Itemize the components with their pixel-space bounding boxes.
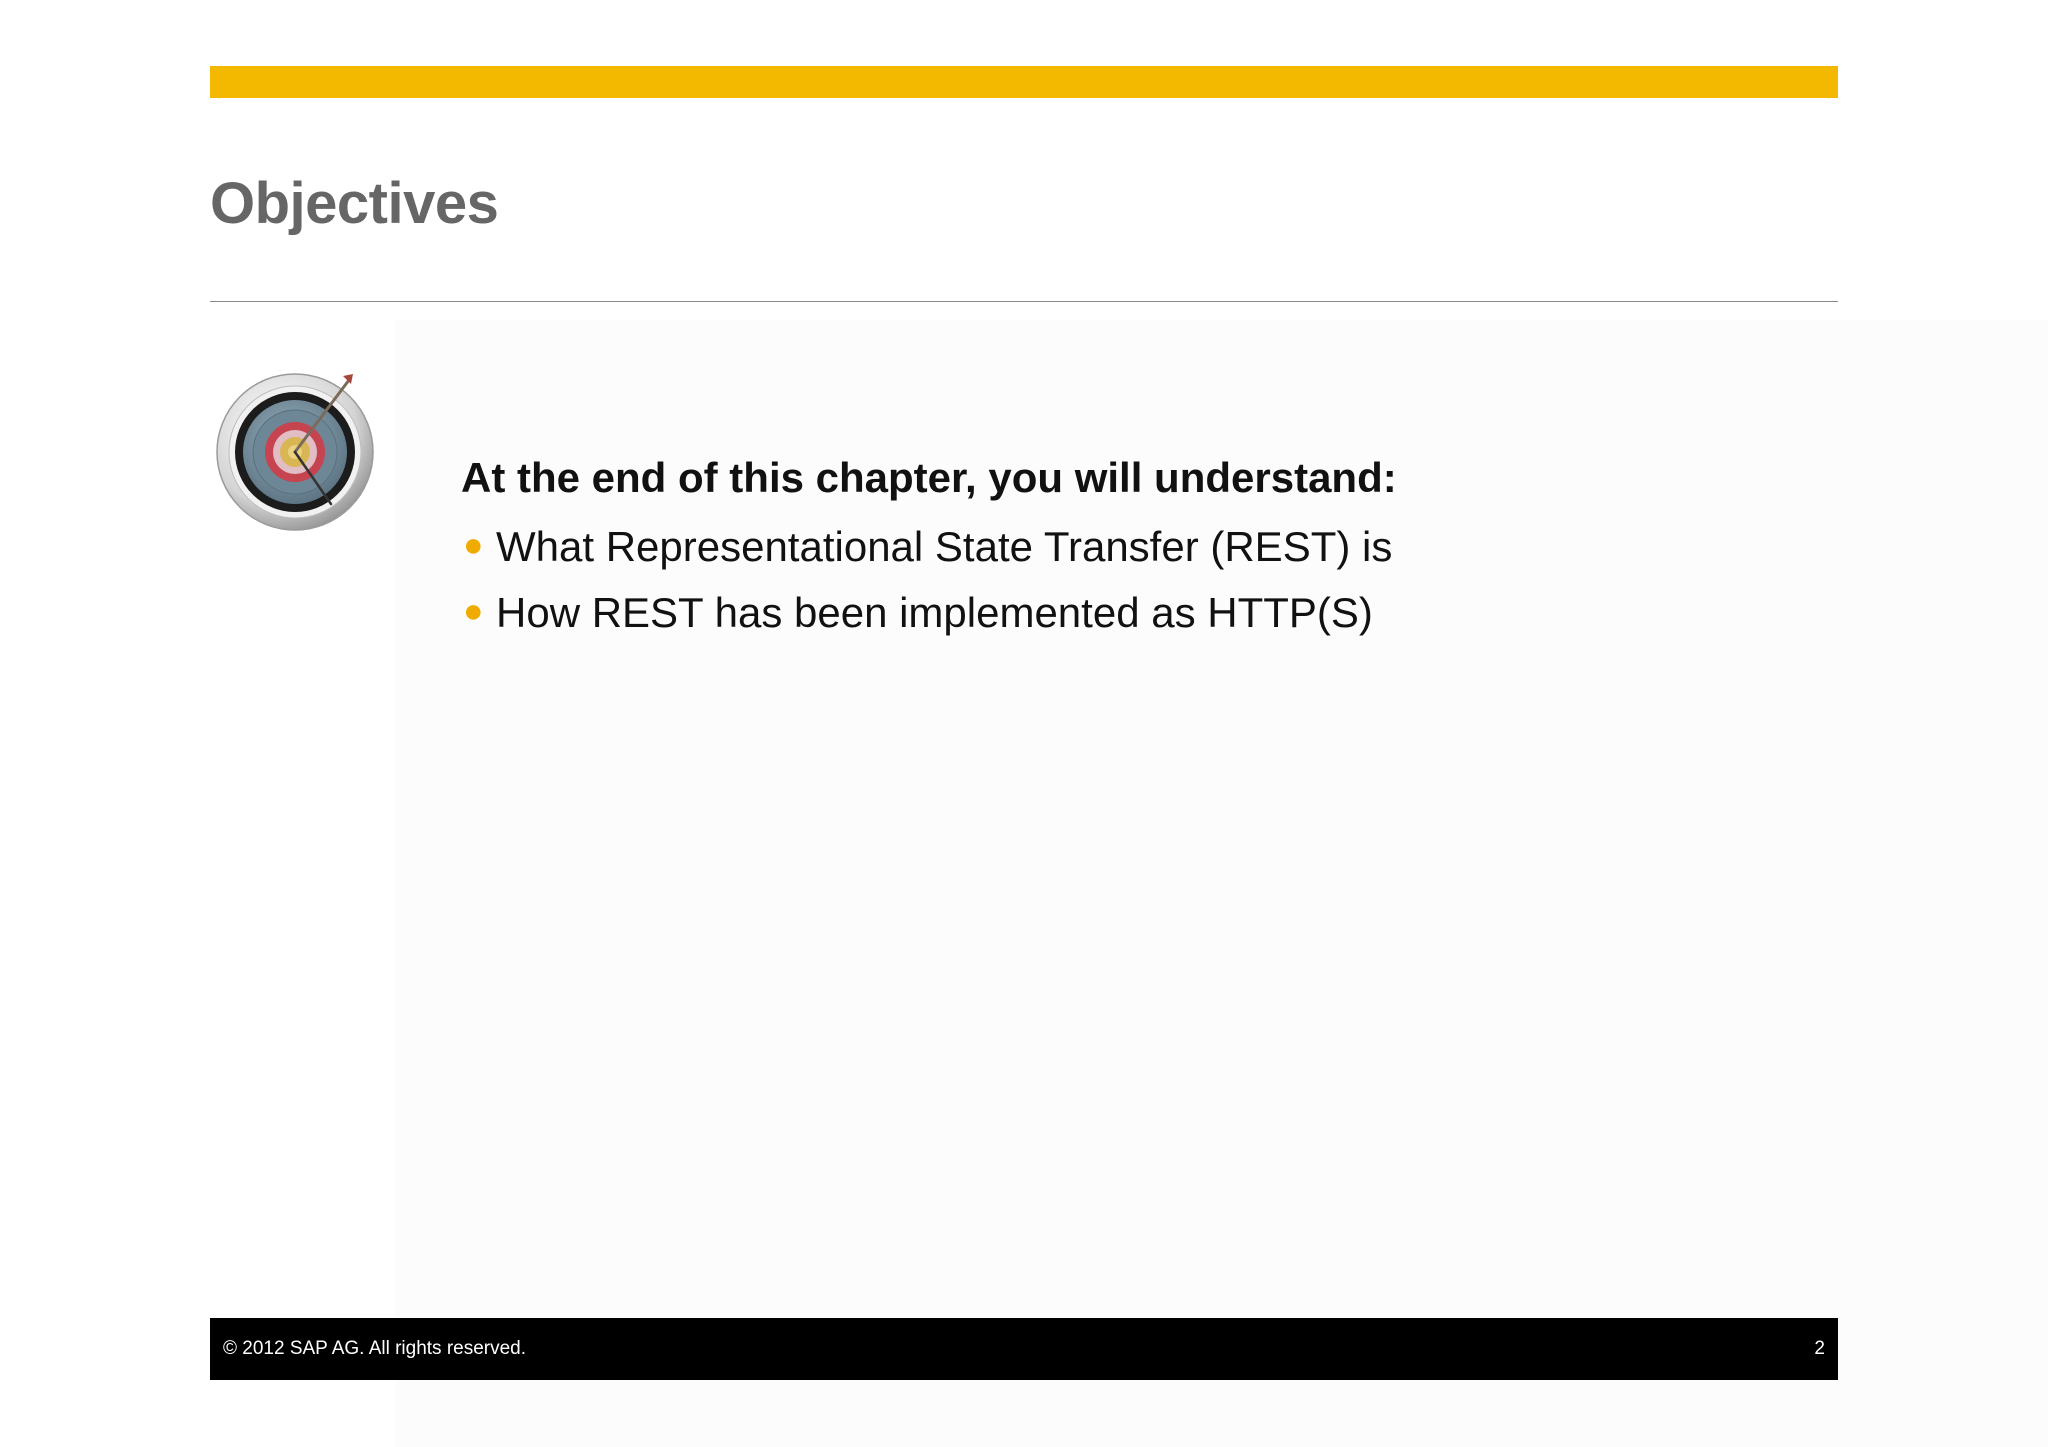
bullet-text: How REST has been implemented as HTTP(S) bbox=[496, 589, 1373, 636]
page-title: Objectives bbox=[210, 171, 499, 236]
footer-bar bbox=[210, 1318, 1838, 1380]
objectives-text bbox=[461, 448, 1661, 646]
bullet-text: What Representational State Transfer (REST) is bbox=[496, 523, 1393, 570]
objectives-list bbox=[461, 514, 1661, 646]
objectives-intro: At the end of this chapter, you will understand: bbox=[461, 454, 1397, 501]
title-divider bbox=[210, 301, 1838, 302]
target-icon bbox=[213, 370, 377, 534]
list-item bbox=[461, 514, 1661, 580]
bullet-icon: ● bbox=[463, 592, 484, 630]
copyright-text: © 2012 SAP AG. All rights reserved. bbox=[223, 1338, 527, 1359]
list-item bbox=[461, 580, 1661, 646]
page-number: 2 bbox=[1814, 1338, 1825, 1359]
accent-bar bbox=[210, 66, 1838, 98]
bullet-icon: ● bbox=[463, 526, 484, 564]
